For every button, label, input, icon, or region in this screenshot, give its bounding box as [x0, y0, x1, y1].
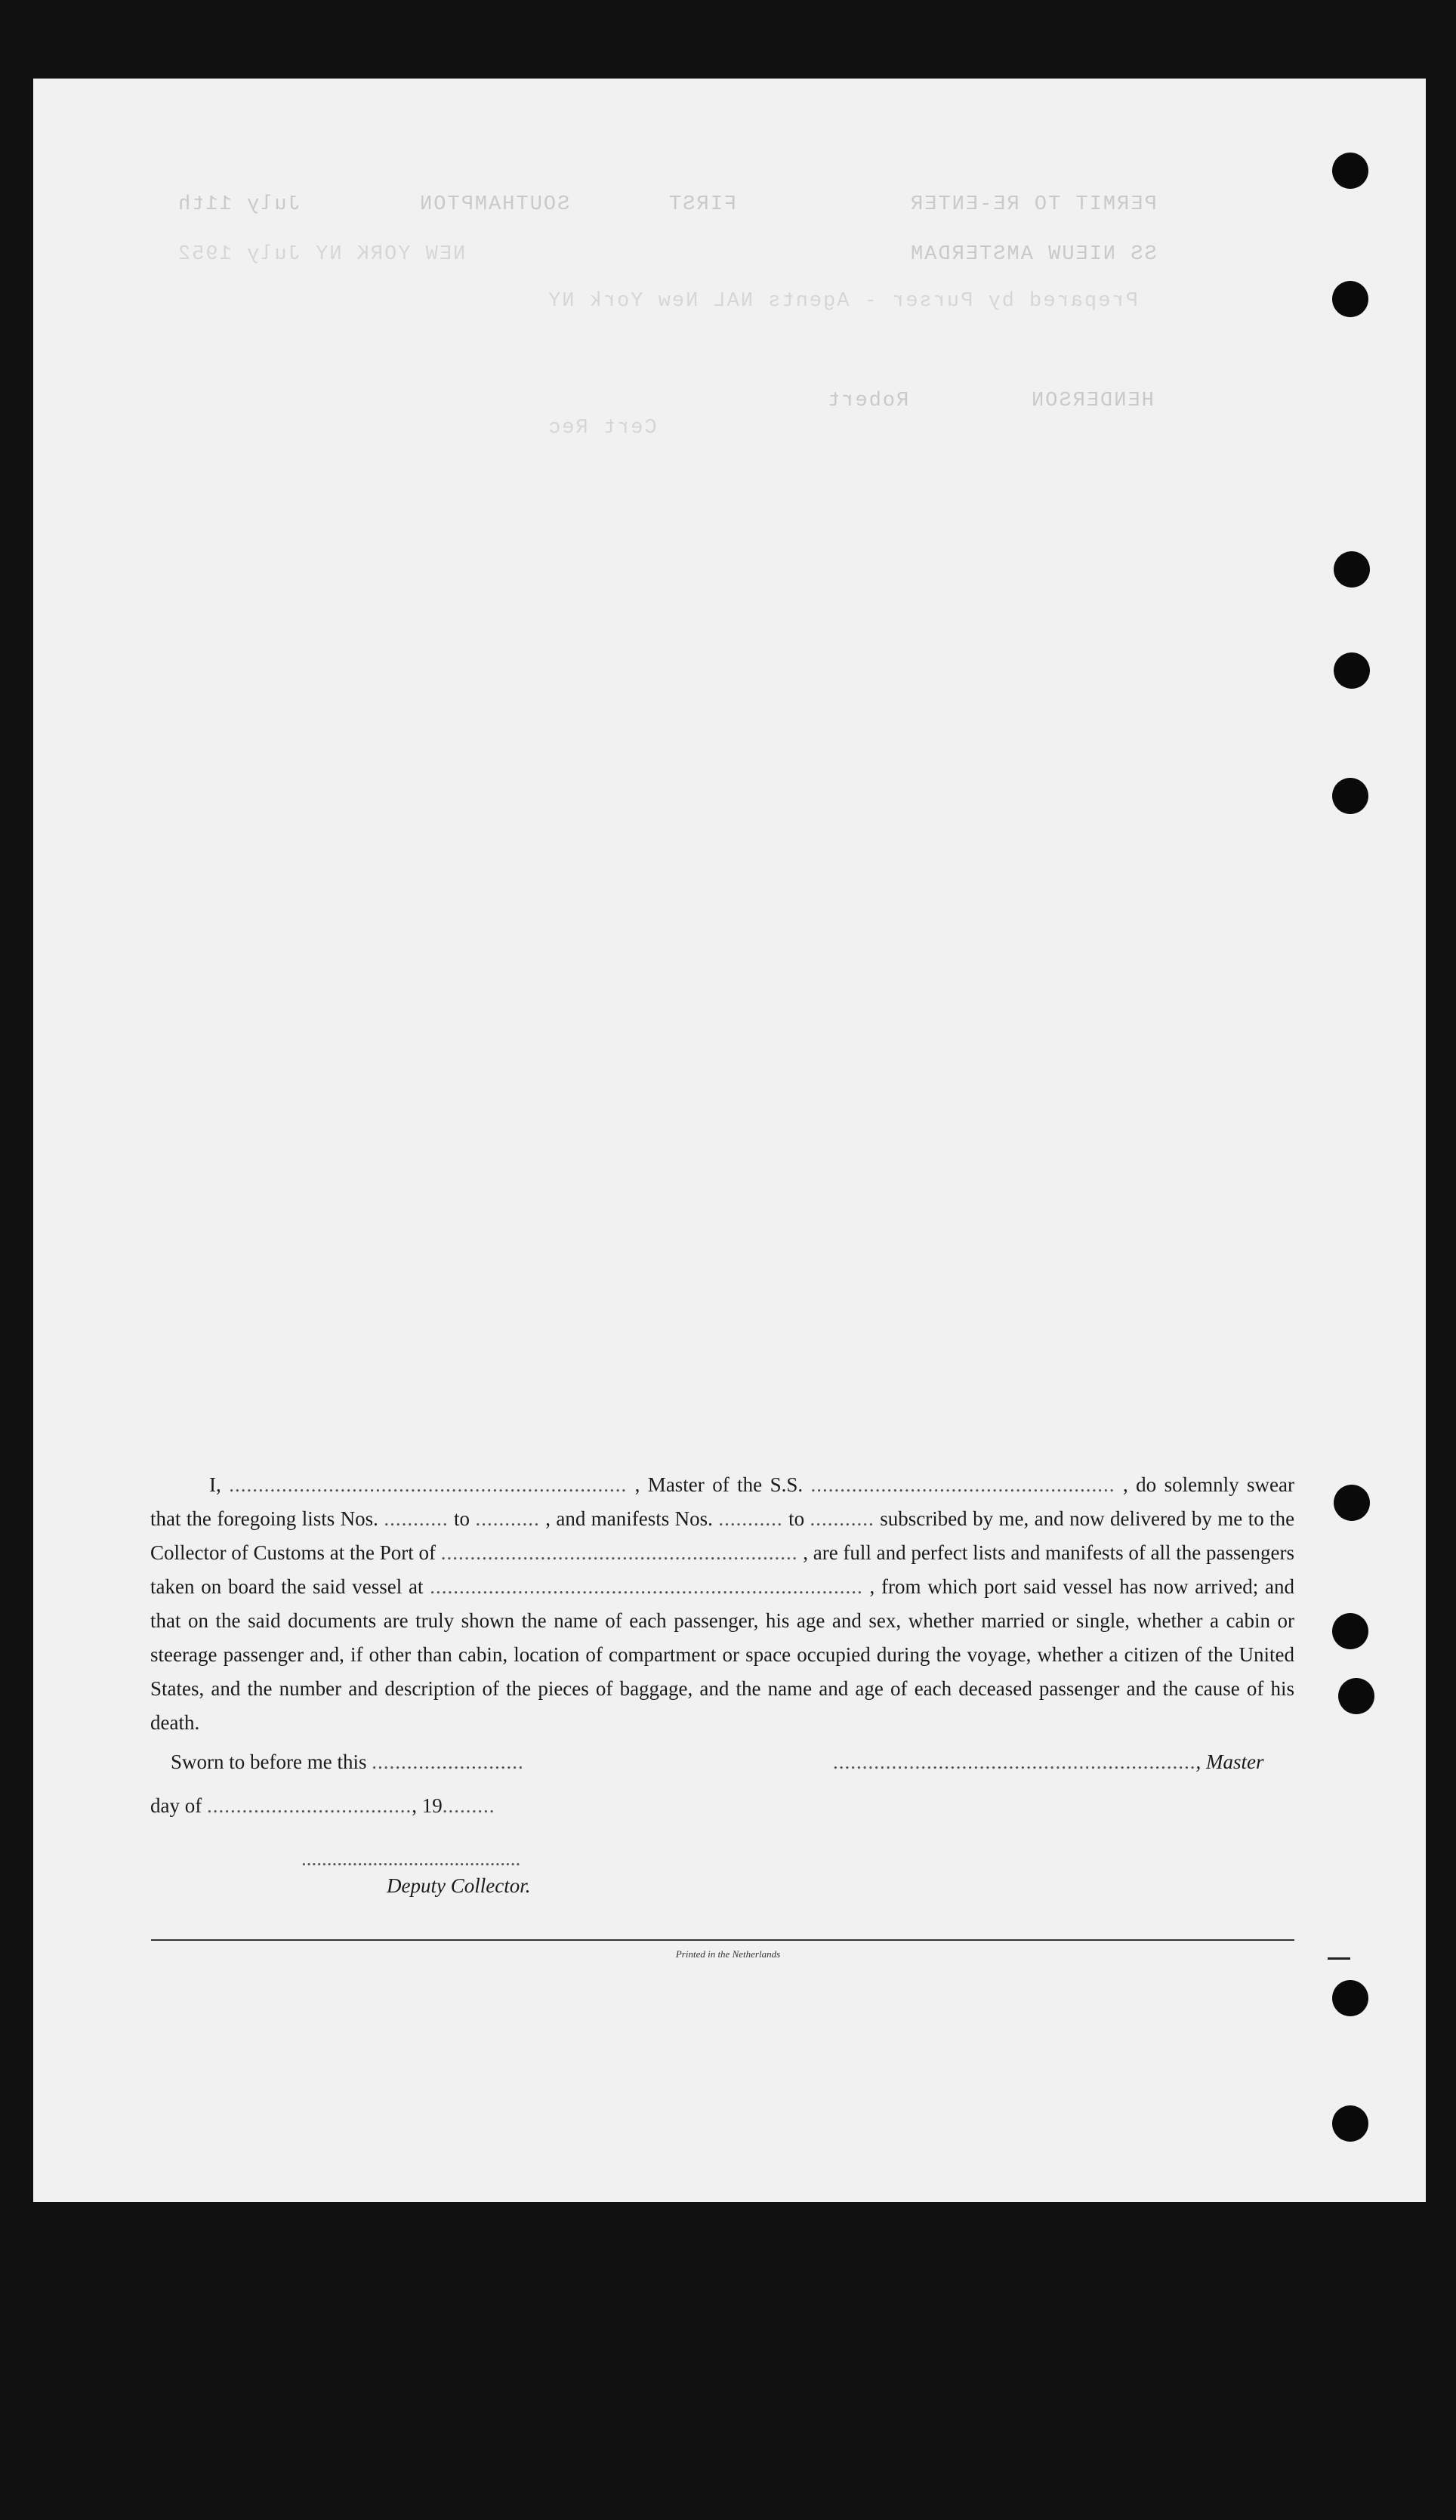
sworn-line: Sworn to before me this .......................... [171, 1750, 524, 1773]
oath-text: , and manifests Nos. [545, 1507, 713, 1530]
oath-text: to [788, 1507, 805, 1530]
punch-hole [1332, 1613, 1368, 1649]
ghost-line: PERMIT TO RE-ENTER [909, 193, 1157, 216]
master-label: , Master [1195, 1750, 1264, 1773]
ghost-line: SS NIEUW AMSTERDAM [909, 243, 1157, 266]
deputy-signature-line: ........................................... [301, 1847, 521, 1870]
deputy-collector-label: Deputy Collector. [387, 1874, 531, 1897]
punch-hole [1334, 551, 1370, 588]
ghost-line: FIRST [668, 193, 737, 216]
ghost-line: Cert Rec [547, 417, 657, 440]
manifest-page [33, 79, 1426, 2202]
punch-hole [1332, 778, 1368, 814]
day-label: day of [150, 1794, 202, 1817]
punch-hole [1334, 1485, 1370, 1521]
ghost-line: HENDERSON [1030, 390, 1154, 412]
punch-hole [1332, 153, 1368, 189]
punch-hole [1338, 1678, 1374, 1714]
ghost-line: SOUTHAMPTON [418, 193, 570, 216]
ghost-line: Robert [826, 390, 909, 412]
bottom-rule [151, 1939, 1294, 1941]
ghost-line: Prepared by Purser - Agents NAL New York NY [547, 290, 1138, 313]
year-prefix: , 19 [412, 1794, 443, 1817]
oath-text: , do solemnly swear that the foregoing lists Nos. [150, 1473, 1295, 1530]
punch-hole [1334, 652, 1370, 689]
sworn-label: Sworn to before me this [171, 1750, 367, 1773]
printer-note: Printed in the Netherlands [675, 1948, 781, 1960]
oath-text: , from which port said vessel has now arrived; and that on the said documents are truly shown the name of each passenger, his age and sex, whether married or single, whether a cabin or steerage passenger and, if other than cabin, location of compartment or space occupied during the voyage, whether a citizen of the United States, and the number and description of the pieces of baggage, and the name and age of each deceased passenger and the cause of his death. [150, 1575, 1294, 1734]
day-line: day of ..................................., 19......... [150, 1794, 495, 1817]
ghost-line: July 11th [177, 193, 301, 216]
oath-text: , Master of the S.S. [634, 1473, 804, 1496]
ghost-line: NEW YORK NY July 1952 [177, 243, 466, 266]
punch-hole [1332, 2105, 1368, 2142]
oath-text: subscribed by me, and now delivered by me to the Collector of Customs at the Port of [150, 1507, 1295, 1564]
oath-text: I, [209, 1473, 221, 1496]
oath-paragraph: I, .................................................................... , Master of the S.S. .................................................... , do solemnly swear that the foregoing lists Nos. ........... to ........... , and manifests Nos. ........... to ........... subscribed by me, and now delivered by me to the Collector of Customs at the Port of ............................................................. , are full and perfect lists and manifests of all the passengers taken on board the said vessel at .......................................................................... , from which port said vessel has now arrived; and that on the said documents are truly shown the name of each passenger, his age and sex, whether married or single, whether a cabin or steerage passenger and, if other than cabin, location of compartment or space occupied during the voyage, whether a citizen of the United States, and the number and description of the pieces of baggage, and the name and age of each deceased passenger and the cause of his death. [150, 1473, 1295, 1734]
oath-text: to [454, 1507, 470, 1530]
oath-text: , are full and perfect lists and manifests of all the passengers taken on board the said vessel at [150, 1541, 1295, 1598]
punch-hole [1332, 1980, 1368, 2016]
punch-hole [1332, 281, 1368, 317]
master-signature-line: .............................................................., Master [833, 1750, 1264, 1773]
